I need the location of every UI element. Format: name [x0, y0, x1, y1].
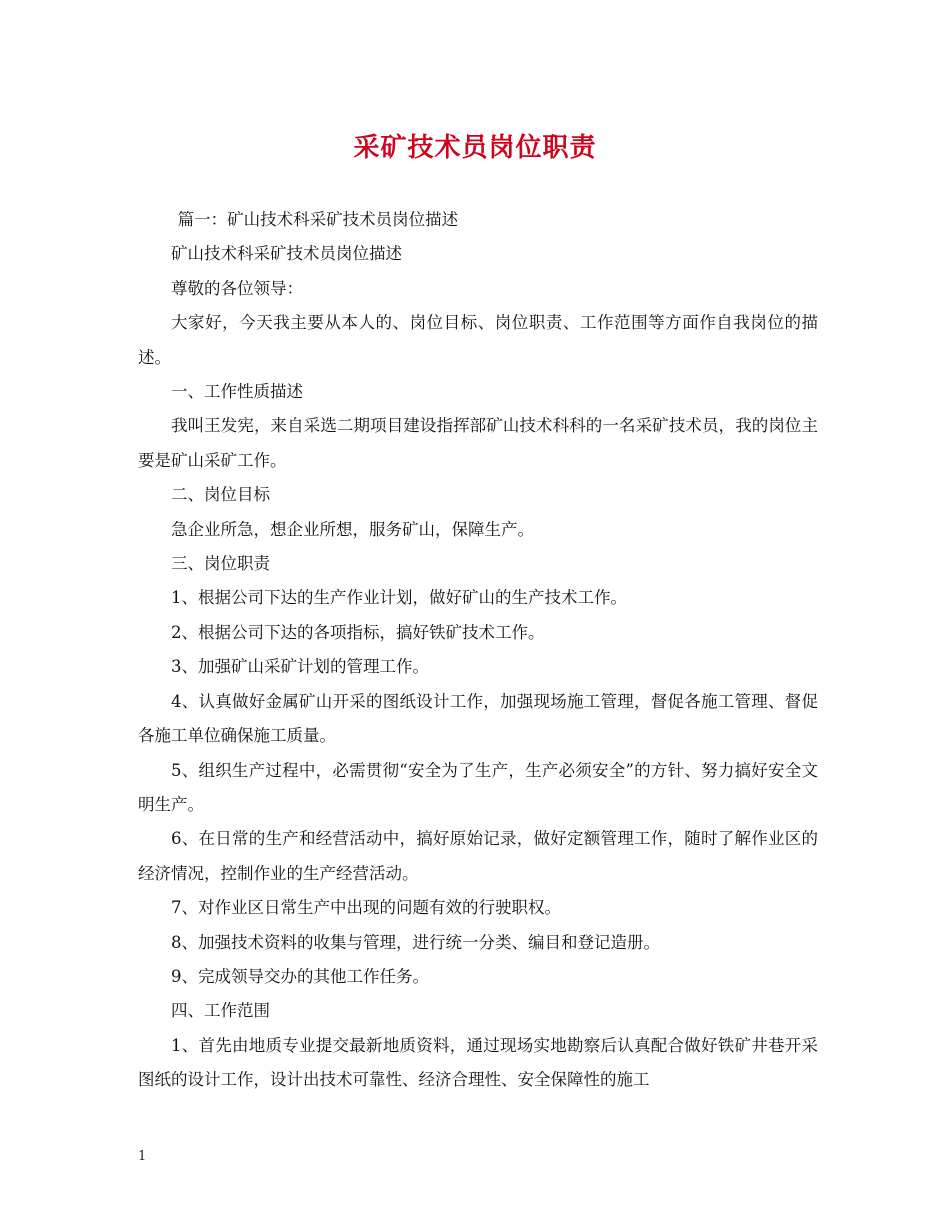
- duty-item-2: 2、根据公司下达的各项指标，搞好铁矿技术工作。: [171, 622, 545, 642]
- heading-job-duties: 三、岗位职责: [171, 554, 270, 574]
- duty-item-8: 8、加强技术资料的收集与管理，进行统一分类、编目和登记造册。: [171, 932, 660, 952]
- duty-item-5: 5、组织生产过程中，必需贯彻“安全为了生产，生产必须安全”的方针、努力搞好安全文明生产。: [138, 760, 818, 814]
- document-title: 采矿技术员岗位职责: [353, 133, 597, 163]
- paragraph-intro: 大家好，今天我主要从本人的、岗位目标、岗位职责、工作范围等方面作自我岗位的描述。: [138, 313, 818, 367]
- paragraph-self-introduction: 我叫王发宪，来自采选二期项目建设指挥部矿山技术科科的一名采矿技术员，我的岗位主要是矿山采矿工作。: [138, 416, 818, 470]
- duty-item-4: 4、认真做好金属矿山开采的图纸设计工作，加强现场施工管理，督促各施工管理、督促各施工单位确保施工质量。: [138, 691, 818, 746]
- page-number: 1: [138, 1149, 147, 1164]
- paragraph-job-goal: 急企业所急，想企业所想，服务矿山，保障生产。: [171, 519, 534, 539]
- heading-nature-of-work: 一、工作性质描述: [171, 382, 303, 402]
- paragraph-salutation: 尊敬的各位领导：: [171, 278, 303, 298]
- duty-item-3: 3、加强矿山采矿计划的管理工作。: [171, 657, 429, 677]
- scope-item-1: 1、首先由地质专业提交最新地质资料，通过现场实地勘察后认真配合做好铁矿井巷开采图纸的设计工作，设计出技术可靠性、经济合理性、安全保障性的施工: [138, 1035, 818, 1090]
- heading-job-goal: 二、岗位目标: [171, 485, 270, 505]
- duty-item-1: 1、根据公司下达的生产作业计划，做好矿山的生产技术工作。: [171, 588, 627, 608]
- duty-item-6: 6、在日常的生产和经营活动中，搞好原始记录，做好定额管理工作，随时了解作业区的经济情况，控制作业的生产经营活动。: [138, 829, 818, 883]
- paragraph-subtitle: 矿山技术科采矿技术员岗位描述: [171, 244, 402, 264]
- duty-item-9: 9、完成领导交办的其他工作任务。: [171, 966, 429, 986]
- document-body: [138, 203, 818, 1098]
- heading-work-scope: 四、工作范围: [171, 1001, 270, 1021]
- duty-item-7: 7、对作业区日常生产中出现的问题有效的行驶职权。: [171, 898, 561, 918]
- paragraph-section-heading: 篇一：矿山技术科采矿技术员岗位描述: [177, 210, 459, 229]
